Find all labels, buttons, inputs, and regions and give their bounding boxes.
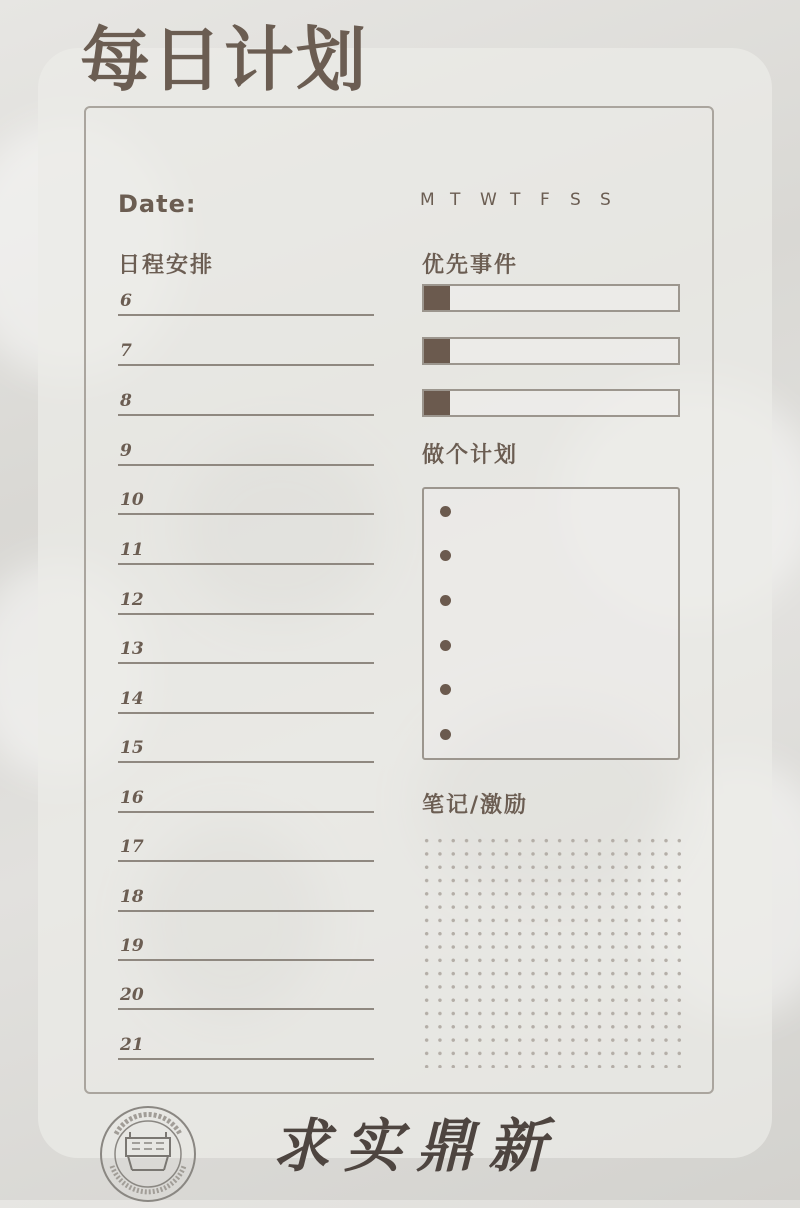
schedule-row[interactable] (118, 284, 374, 316)
schedule-row[interactable] (118, 483, 374, 515)
hour-label: 9 (120, 441, 132, 461)
hour-label: 21 (120, 1035, 144, 1055)
weekday-tuesday[interactable]: T (450, 190, 461, 210)
schedule-row[interactable] (118, 632, 374, 664)
schedule-row[interactable] (118, 731, 374, 763)
bullet-icon (440, 595, 451, 606)
hour-label: 6 (120, 291, 132, 311)
weekday-sunday[interactable]: S (600, 190, 611, 210)
priority-checkbox[interactable] (424, 391, 450, 415)
bullet-icon (440, 729, 451, 740)
university-seal-logo (98, 1104, 198, 1204)
priority-field[interactable] (422, 389, 680, 417)
hour-label: 19 (120, 936, 144, 956)
schedule-row[interactable] (118, 880, 374, 912)
weekday-row (420, 190, 630, 210)
hour-label: 7 (120, 341, 132, 361)
schedule-row[interactable] (118, 929, 374, 961)
hour-label: 10 (120, 490, 144, 510)
bullet-icon (440, 684, 451, 695)
weekday-wednesday[interactable]: W (480, 190, 497, 210)
hour-label: 13 (120, 639, 144, 659)
motto: 求实鼎新 (272, 1112, 561, 1180)
hour-label: 17 (120, 837, 144, 857)
weekday-monday[interactable]: M (420, 190, 435, 210)
schedule-row[interactable] (118, 1028, 374, 1060)
schedule-heading: 日程安排 (118, 253, 215, 278)
schedule-row[interactable] (118, 583, 374, 615)
priorities-heading: 优先事件 (422, 253, 519, 278)
weekday-thursday[interactable]: T (510, 190, 521, 210)
schedule-row[interactable] (118, 830, 374, 862)
bullet-icon (440, 550, 451, 561)
plan-list[interactable] (422, 487, 680, 760)
hour-label: 8 (120, 391, 132, 411)
hour-label: 11 (120, 540, 144, 560)
priority-checkbox[interactable] (424, 286, 450, 310)
date-label: Date: (118, 190, 197, 218)
weekday-friday[interactable]: F (540, 190, 550, 210)
plan-heading: 做个计划 (422, 443, 519, 468)
schedule-row[interactable] (118, 434, 374, 466)
priority-field[interactable] (422, 284, 680, 312)
notes-heading: 笔记/激励 (422, 793, 529, 818)
hour-label: 15 (120, 738, 144, 758)
hour-label: 16 (120, 788, 144, 808)
hour-label: 18 (120, 887, 144, 907)
hour-label: 20 (120, 985, 144, 1005)
schedule-row[interactable] (118, 781, 374, 813)
priority-checkbox[interactable] (424, 339, 450, 363)
schedule-row[interactable] (118, 533, 374, 565)
bullet-icon (440, 640, 451, 651)
schedule-row[interactable] (118, 334, 374, 366)
schedule-row[interactable] (118, 384, 374, 416)
priority-field[interactable] (422, 337, 680, 365)
schedule-row[interactable] (118, 682, 374, 714)
schedule-row[interactable] (118, 978, 374, 1010)
bullet-icon (440, 506, 451, 517)
notes-dot-grid[interactable] (420, 834, 686, 1068)
weekday-saturday[interactable]: S (570, 190, 581, 210)
hour-label: 12 (120, 590, 144, 610)
hour-label: 14 (120, 689, 144, 709)
page-title: 每日计划 (80, 18, 368, 101)
